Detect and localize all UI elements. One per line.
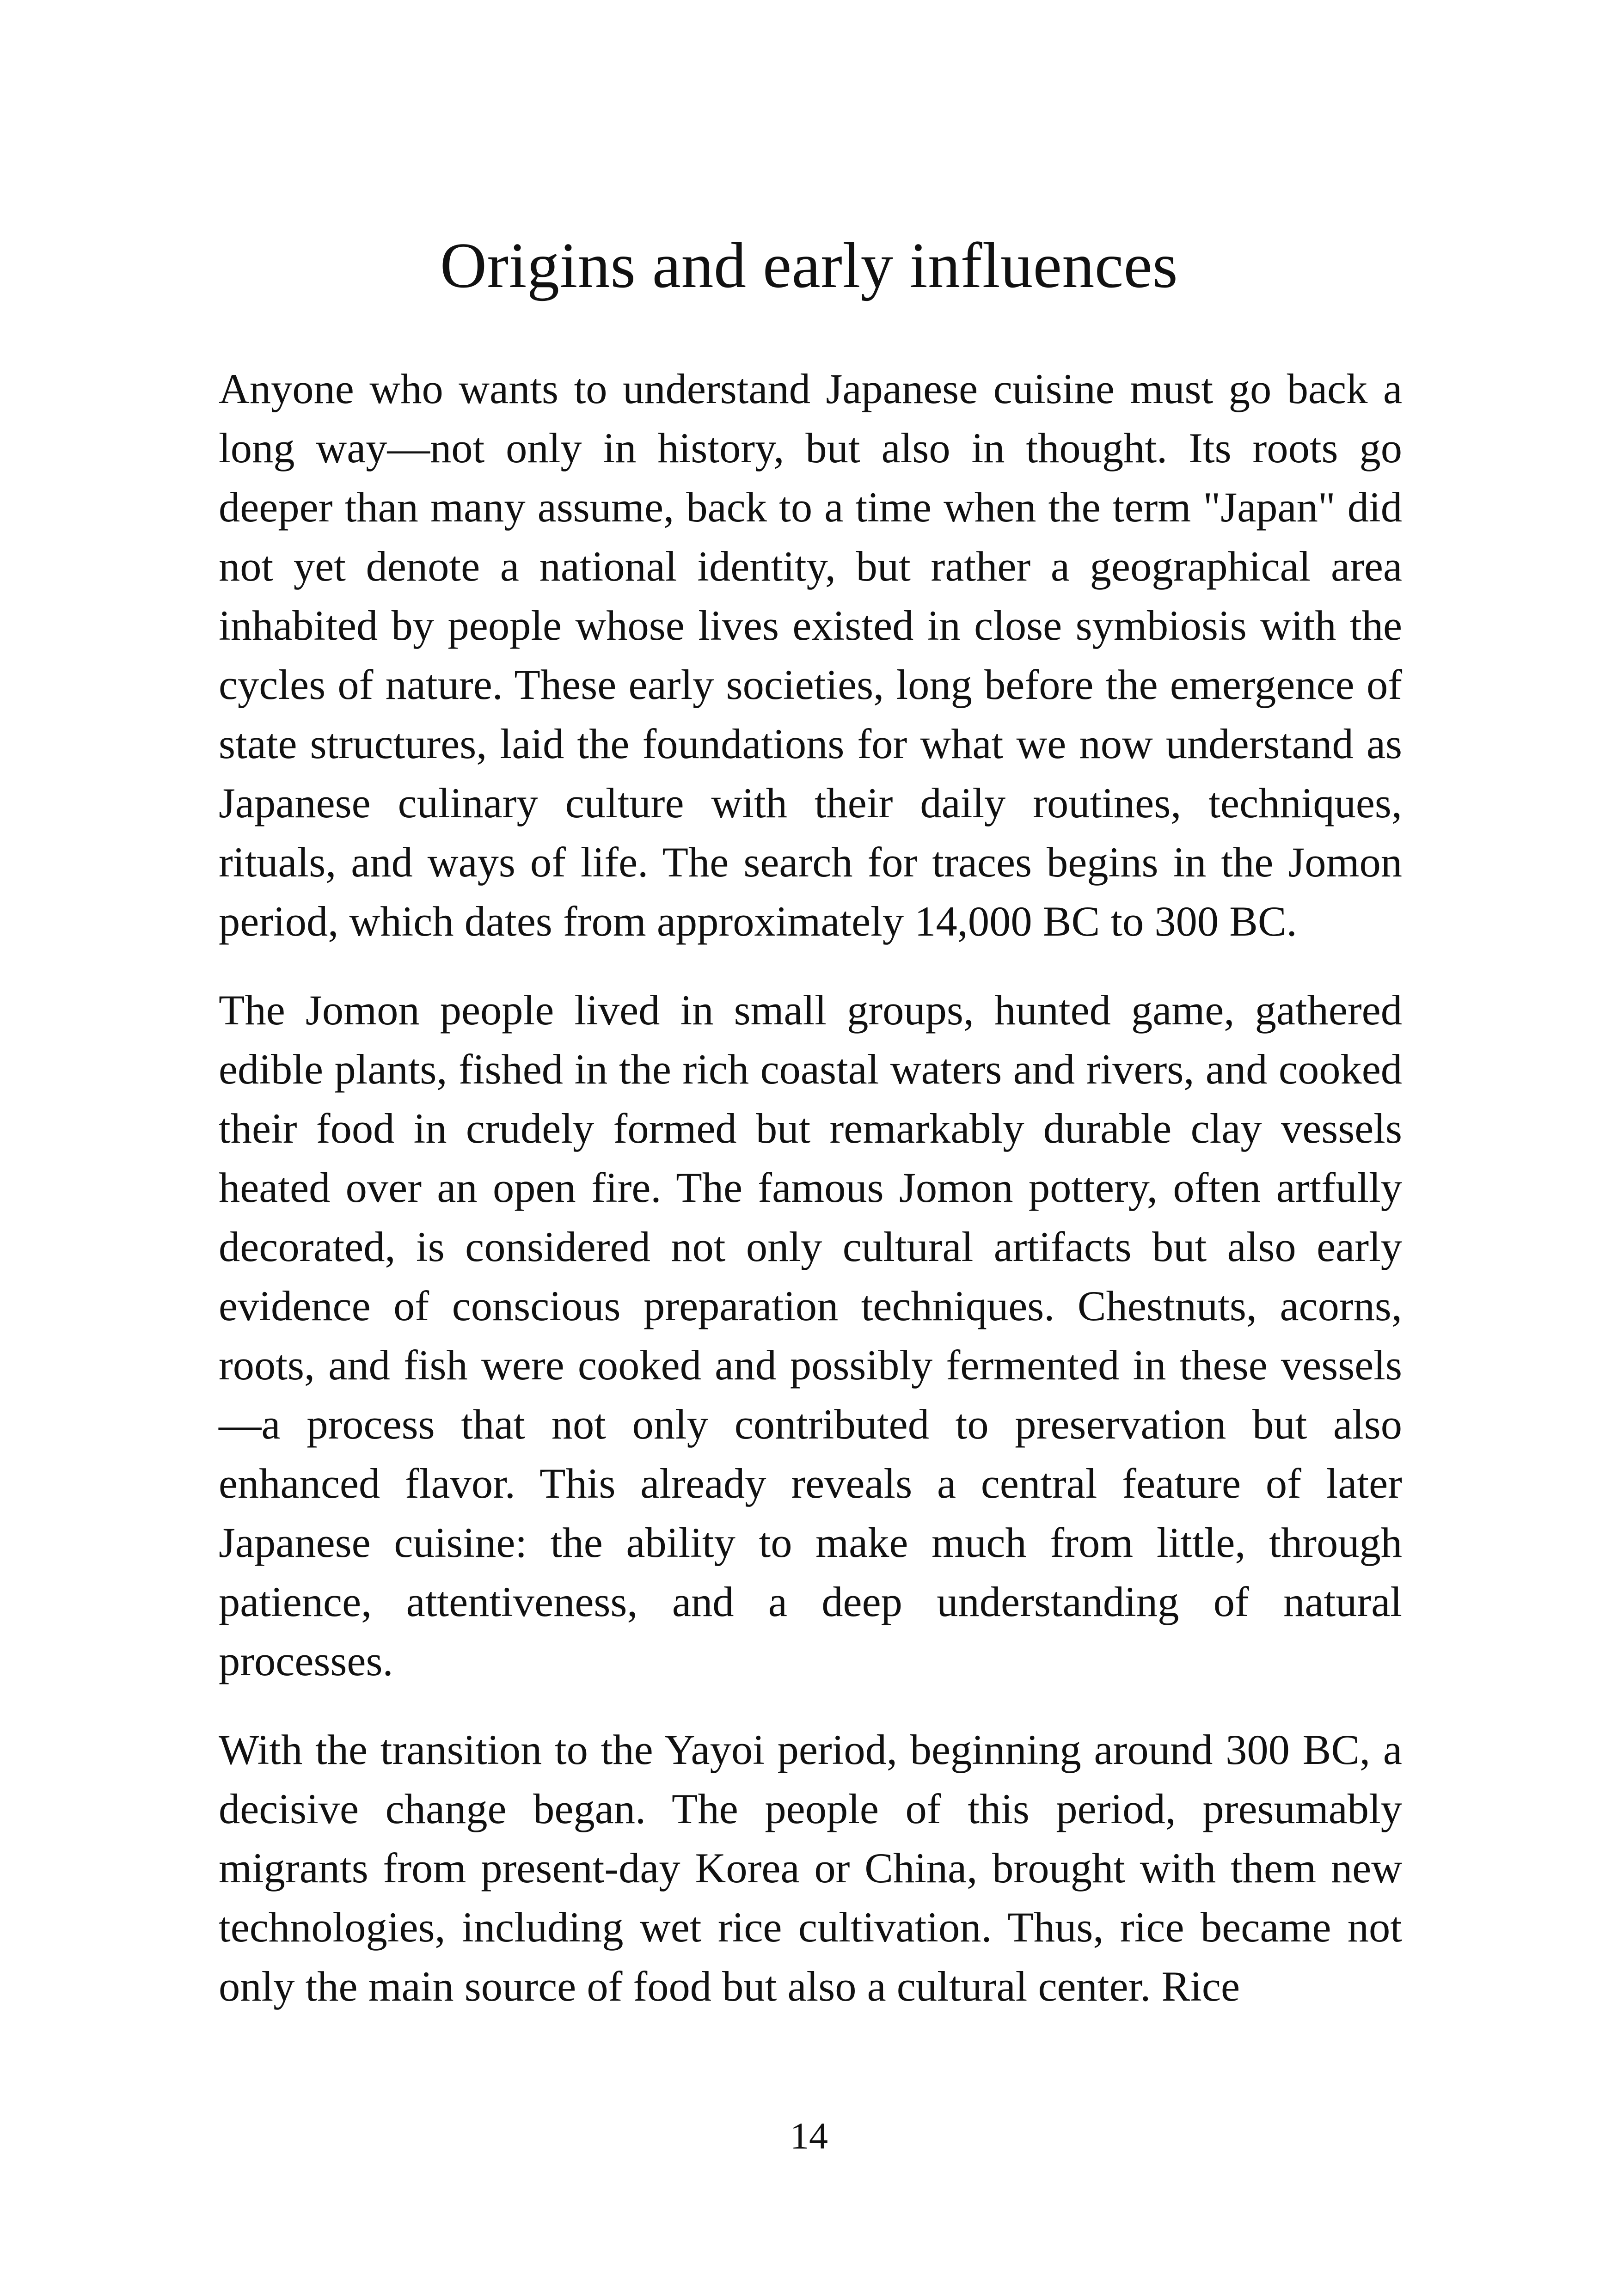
paragraph-2: The Jomon people lived in small groups, hunted game, gathered edible plants, fished in the rich coastal waters and rivers, and cooked their food in crudely formed but remarkably durable clay vessels heated over an open fire. The famous Jomon pottery, often artfully decorated, is considered not only cultural artifacts but also early evidence of conscious preparation techniques. Chestnuts, acorns, roots, and fish were cooked and possibly fermented in these vessels—a process that not only contributed to preservation but also enhanced flavor. This already reveals a central feature of later Japanese cuisine: the ability to make much from little, through patience, attentiveness, and a deep understanding of natural processes. xyxy=(219,987,1402,1685)
paragraph-3: With the transition to the Yayoi period, beginning around 300 BC, a decisive change began. The people of this period, presumably migrants from present-day Korea or China, brought with them new technologies, including wet rice cultivation. Thus, rice became not only the main source of food but also a cultural center. Rice xyxy=(219,1727,1402,2010)
paragraph-1: Anyone who wants to understand Japanese cuisine must go back a long way—not only in history, but also in thought. Its roots go deeper than many assume, back to a time when the term "Japan" did not yet denote a national identity, but rather a geographical area inhabited by people whose lives existed in close symbiosis with the cycles of nature. These early societies, long before the emergence of state structures, laid the foundations for what we now understand as Japanese culinary culture with their daily routines, techniques, rituals, and ways of life. The search for traces begins in the Jomon period, which dates from approximately 14,000 BC to 300 BC. xyxy=(219,366,1402,945)
chapter-title: Origins and early influences xyxy=(440,230,1178,301)
page-number: 14 xyxy=(790,2115,828,2157)
body-text xyxy=(219,360,1402,2046)
